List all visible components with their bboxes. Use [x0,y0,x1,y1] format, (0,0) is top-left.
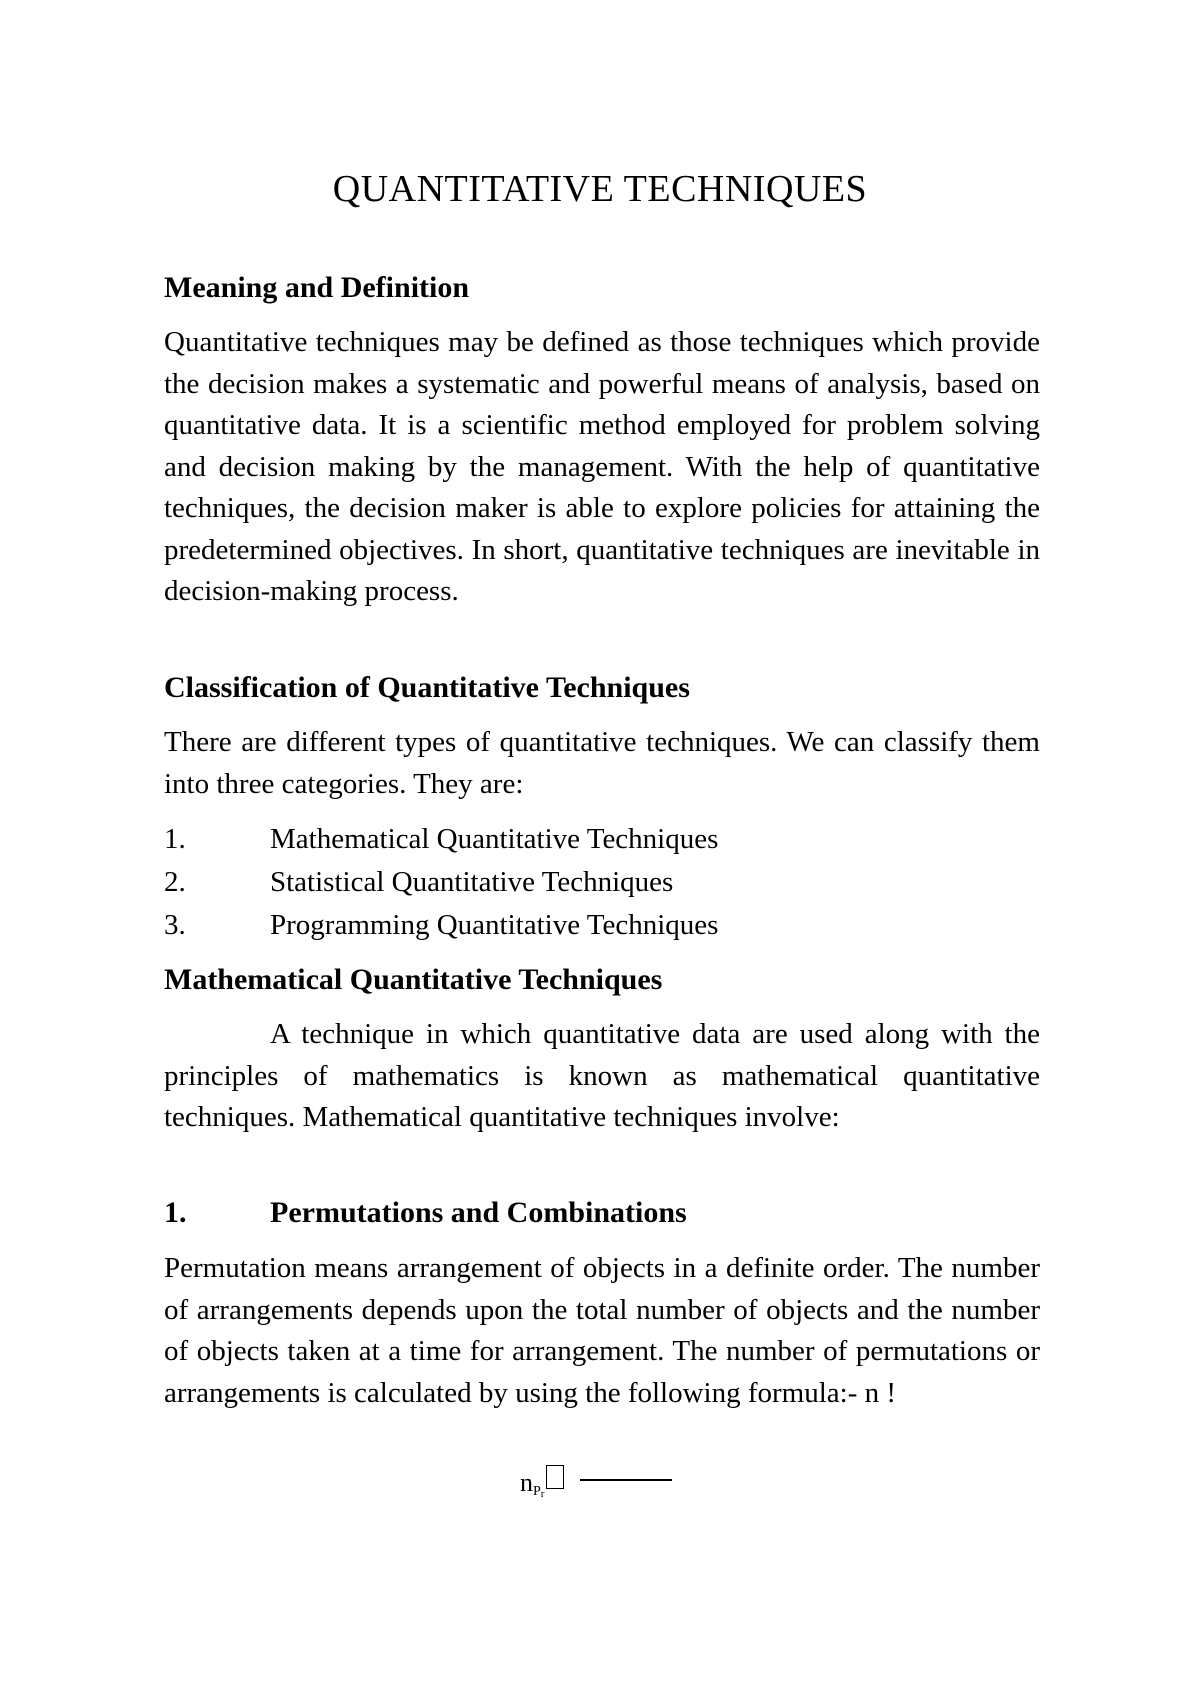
formula-subscript-p: P [533,1484,541,1499]
list-item-number: 3. [164,909,186,941]
list-item-label: Statistical Quantitative Techniques [270,866,674,898]
list-item-label: Programming Quantitative Techniques [270,909,719,941]
heading-mathematical: Mathematical Quantitative Techniques [164,963,663,996]
heading-permutations-label: Permutations and Combinations [270,1196,687,1229]
list-item [164,861,718,904]
fraction-bar [580,1479,672,1481]
heading-classification: Classification of Quantitative Techniques [164,671,690,704]
paragraph-mathematical: A technique in which quantitative data are used along with the principles of mathematics is known as mathematical quantitative techniques. Mathematical quantitative techniques involve: [164,1018,1040,1133]
classification-list [164,818,718,947]
list-item [164,904,718,947]
page-title: QUANTITATIVE TECHNIQUES [332,168,868,210]
formula-subscript-r: r [540,1488,545,1500]
list-item-number: 2. [164,866,186,898]
permutation-formula [520,1462,672,1514]
paragraph-permutations: Permutation means arrangement of objects in a definite order. The number of arrangements depends upon the total number of objects and the number of objects taken at a time for arrangement. The number of permutations or arrangements is calculated by using the following formula:- n ! [164,1252,1040,1409]
paragraph-classification: There are different types of quantitative techniques. We can classify them into three categories. They are: [164,726,1040,800]
list-item [164,818,718,861]
paragraph-meaning: Quantitative techniques may be defined as those techniques which provide the decision makes a systematic and powerful means of analysis, based on quantitative data. It is a scientific method employed for problem solving and decision making by the management. With the help of quantitative techniques, the decision maker is able to explore policies for attaining the predetermined objectives. In short, quantitative techniques are inevitable in decision-making process. [164,326,1040,607]
formula-n: n [520,1468,533,1497]
list-item-label: Mathematical Quantitative Techniques [270,823,719,855]
list-item-number: 1. [164,823,186,855]
heading-meaning: Meaning and Definition [164,271,470,304]
heading-permutations-number: 1. [164,1196,187,1229]
missing-glyph-box [546,1465,564,1489]
heading-permutations [164,1193,687,1233]
